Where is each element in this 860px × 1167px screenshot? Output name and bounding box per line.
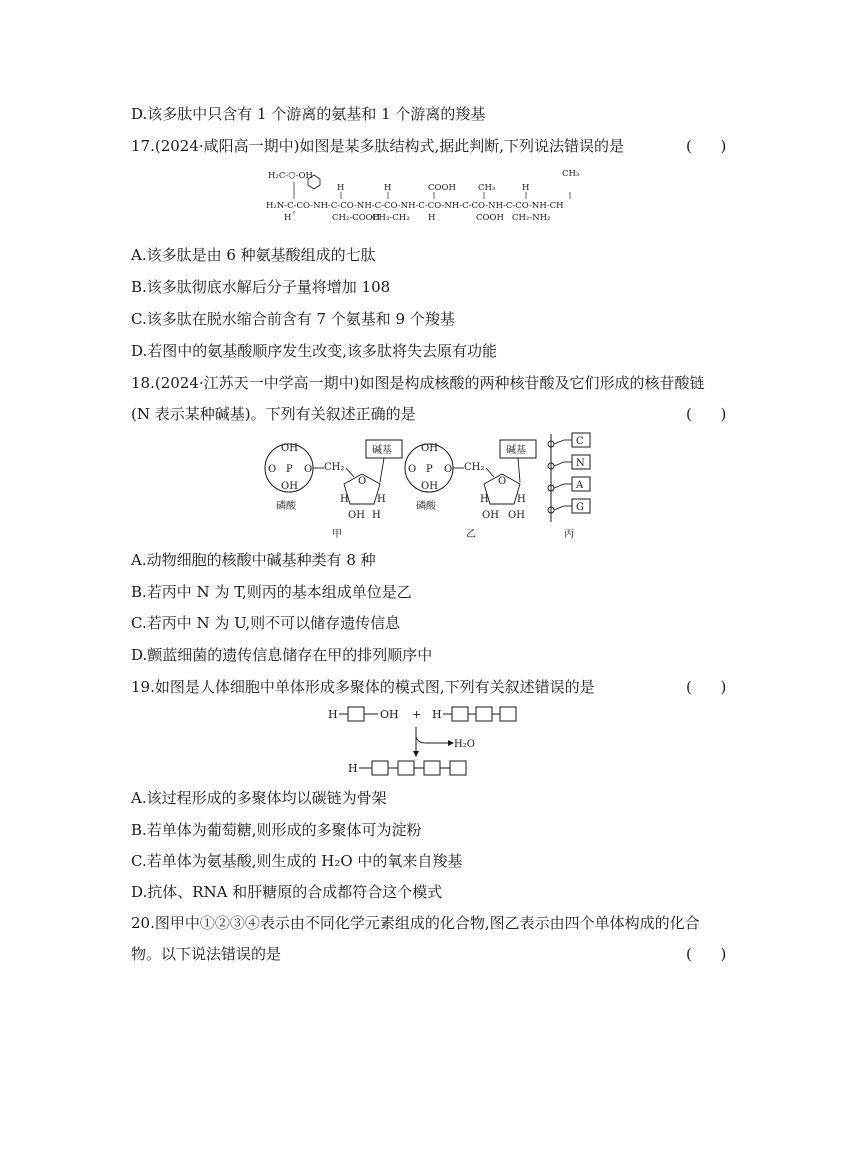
yi-base-label: 碱基 (506, 445, 526, 456)
label-bing: 丙 (564, 529, 574, 540)
q20-answer-bracket: ( ) (686, 945, 727, 963)
jia-phosphate-label: 磷酸 (276, 501, 296, 512)
q18-stem-line1: 18.(2024·江苏天一中学高一期中)如图是构成核酸的两种核苷酸及它们形成的核苷酸链 (131, 374, 705, 392)
q17-answer-bracket: ( ) (686, 137, 727, 155)
q17-polypeptide-figure (262, 168, 602, 234)
q19-monomer-h: H (328, 708, 338, 721)
q20-stem-line2: 物。以下说法错误的是 (131, 945, 282, 963)
chain-base-c: C (576, 436, 584, 447)
jia-p-o-left: O (268, 464, 277, 475)
q20-stem-line1: 20.图甲中①②③④表示由不同化学元素组成的化合物,图乙表示由四个单体构成的化合 (131, 914, 700, 932)
q19-chain-box-3 (500, 707, 516, 721)
q19-monomer-box (348, 707, 364, 721)
q17-r-h3: H (522, 183, 530, 193)
yi-p-oh-bottom: OH (421, 481, 438, 492)
jia-p-oh-bottom: OH (281, 481, 298, 492)
q17-option-b: B.该多肽彻底水解后分子量将增加 108 (131, 278, 391, 296)
q19-option-d: D.抗体、RNA 和肝糖原的合成都符合这个模式 (131, 883, 443, 901)
q19-product-box-4 (450, 761, 466, 775)
label-jia: 甲 (332, 529, 342, 540)
q17-r-ch3-lower: CH₂-COOH (332, 213, 381, 223)
q18-answer-bracket: ( ) (686, 405, 727, 423)
q17-r-h-lower3: COOH (476, 213, 504, 223)
yi-oh1: OH (482, 510, 499, 521)
q17-r-ch3-top: CH₃ (562, 169, 580, 179)
q17-tyr-ch2: H₂C-⬡-OH (268, 171, 313, 181)
q17-r-h: H (337, 183, 345, 193)
q17-option-c: C.该多肽在脱水缩合前含有 7 个氨基和 9 个羧基 (131, 310, 455, 328)
yi-p-p: P (426, 464, 433, 475)
q19-plus: + (412, 708, 422, 721)
q19-water: H₂O (454, 739, 475, 750)
q17-option-d: D.若图中的氨基酸顺序发生改变,该多肽将失去原有功能 (131, 342, 498, 360)
q19-product-box-2 (398, 761, 414, 775)
chain-base-g: G (576, 502, 584, 513)
q17-r-ch2-nh2: CH₂-NH₂ (512, 213, 551, 223)
q19-option-a: A.该过程形成的多聚体均以碳链为骨架 (131, 789, 387, 807)
q19-chain-h: H (432, 708, 442, 721)
yi-p-oh-top: OH (421, 443, 438, 454)
q17-main-chain: H₂N-C-CO-NH-C-CO-NH-C-CO-NH-C-CO-NH-C-CO-NH-C-CO-NH-CH (266, 201, 564, 211)
q19-chain-box-1 (452, 707, 468, 721)
q17-r-ch2-cooh: CH₃-CH₂ (372, 213, 410, 223)
q19-product-box-1 (372, 761, 388, 775)
chain-base-n: N (576, 458, 585, 469)
jia-h1: H (340, 494, 349, 505)
chain-base-a: A (576, 480, 584, 491)
jia-oh: OH (348, 510, 365, 521)
yi-h2: H (517, 494, 526, 505)
q17-r-h-lower2: H (428, 213, 436, 223)
jia-h3: H (372, 510, 381, 521)
q18-option-d: D.颤蓝细菌的遗传信息储存在甲的排列顺序中 (131, 646, 433, 664)
q18-option-b: B.若丙中 N 为 T,则丙的基本组成单位是乙 (131, 583, 412, 601)
jia-h2: H (377, 494, 386, 505)
q18-stem-line2: (N 表示某种碱基)。下列有关叙述正确的是 (131, 405, 416, 423)
q17-r-ch3: CH₃ (478, 183, 496, 193)
q19-monomer-oh: OH (380, 708, 399, 721)
jia-ch2: CH₂ (324, 462, 345, 473)
q18-option-c: C.若丙中 N 为 U,则不可以储存遗传信息 (131, 614, 401, 632)
jia-ring-o: O (358, 476, 367, 487)
q17-stem: 17.(2024·咸阳高一期中)如图是某多肽结构式,据此判断,下列说法错误的是 (131, 137, 625, 155)
q19-stem: 19.如图是人体细胞中单体形成多聚体的模式图,下列有关叙述错误的是 (131, 678, 595, 696)
yi-ch2: CH₂ (464, 462, 485, 473)
q18-nucleotide-figure (262, 432, 602, 544)
yi-h1: H (480, 494, 489, 505)
q19-polymer-figure (326, 701, 536, 781)
q19-option-c: C.若单体为氨基酸,则生成的 H₂O 中的氧来自羧基 (131, 852, 463, 870)
yi-phosphate-label: 磷酸 (416, 501, 436, 512)
q17-r-h-lower: H (284, 213, 292, 223)
q19-product-h: H (348, 762, 358, 775)
jia-p-p: P (286, 464, 293, 475)
jia-p-oh-top: OH (281, 443, 298, 454)
label-yi: 乙 (466, 529, 476, 540)
q19-answer-bracket: ( ) (686, 678, 727, 696)
yi-oh2: OH (508, 510, 525, 521)
q17-r-cooh: COOH (428, 183, 456, 193)
q19-product-box-3 (424, 761, 440, 775)
q19-option-b: B.若单体为葡萄糖,则形成的多聚体可为淀粉 (131, 821, 422, 839)
jia-base-label: 碱基 (372, 445, 392, 456)
q17-r-h2: H (384, 183, 392, 193)
jia-p-o-right: O (304, 464, 313, 475)
yi-p-o-right: O (444, 464, 453, 475)
yi-ring-o: O (498, 476, 507, 487)
q19-chain-box-2 (476, 707, 492, 721)
q16-option-d: D.该多肽中只含有 1 个游离的氨基和 1 个游离的羧基 (131, 105, 486, 123)
yi-p-o-left: O (408, 464, 417, 475)
q18-option-a: A.动物细胞的核酸中碱基种类有 8 种 (131, 551, 376, 569)
q17-option-a: A.该多肽是由 6 种氨基酸组成的七肽 (131, 246, 376, 264)
arrow-down-icon (413, 751, 419, 757)
